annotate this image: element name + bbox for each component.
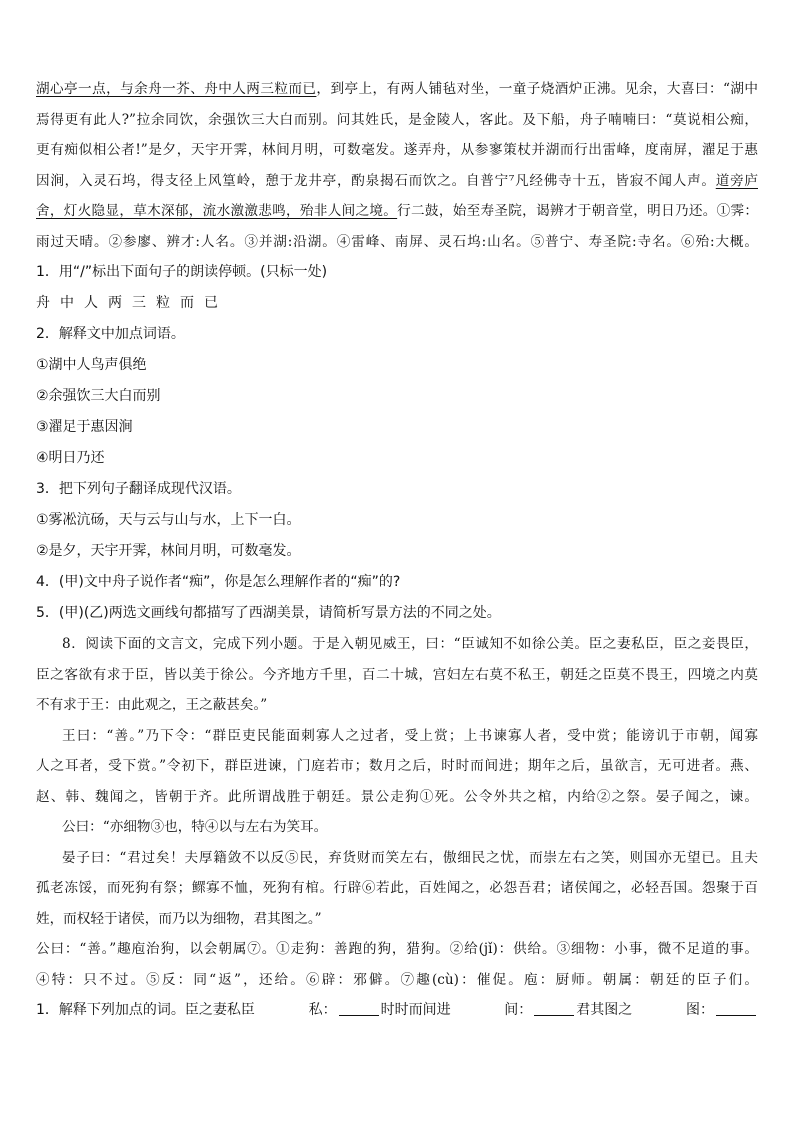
answer-blank[interactable] [339,1001,379,1016]
passage-line: 公曰：“亦细物③也，特④以与左右为笑耳。 [62,819,328,835]
passage-jia-continuation [36,74,758,257]
passage-text: 雨过天晴。②参廖、辨才:人名。③并湖:沿湖。④雷峰、南屏、灵石坞:山名。⑤普宁、寿圣院:寺名。⑥殆:大概。 [36,233,758,250]
question-2-item: ④明日乃还 [36,450,105,466]
passage-line: 于是入朝见威王，曰：“臣诚知不如徐公美。臣之妻私臣，臣之妾畏臣， [312,636,758,652]
passage-line [36,74,758,105]
passage-line [36,105,758,136]
question-3-item: ①雾凇沆砀，天与云与山与水，上下一白。 [36,512,301,528]
question-2: 2．解释文中加点词语。 [36,326,185,342]
final-question-item: 私： 时时而间进 [308,1002,451,1018]
question-2-item: ②余强饮三大白而别 [36,388,161,404]
final-question-label: 1．解释下列加点的词。臣之妻私臣 [36,1002,255,1018]
question-3: 3．把下列句子翻译成现代汉语。 [36,481,241,497]
passage-text: ，到亭上，有两人铺毡对坐，一童子烧酒炉正沸。见余，大喜曰：“湖中 [316,81,758,97]
passage-line: 姓，而权轻于诸侯，而乃以为细物，君其图之。” [36,910,322,927]
passage-line: 孤老冻馁，而死狗有祭；鳏寡不恤，死狗有棺。行辟⑥若此，百姓闻之，必怨吾君；诸侯闻之，必轻吾国。怨聚于百 [36,880,758,896]
question-2-item: ①湖中人鸟声俱绝 [36,357,147,373]
passage-line [36,227,758,258]
passage-line [36,135,758,166]
passage-text: 焉得更有此人?”拉余同饮，余强饮三大白而别。问其姓氏，是金陵人，客此。及下船，舟子喃喃曰：“莫说相公痴， [36,111,758,128]
question-4: 4．(甲)文中舟子说作者“痴”，你是怎么理解作者的“痴”的? [36,574,401,590]
question-3-item: ②是夕，天宇开霁，林间月明，可数毫发。 [36,543,301,559]
section-8 [36,629,758,995]
section-8-intro: 8．阅读下面的文言文，完成下列小题。 [62,636,312,652]
question-1: 1．用“/”标出下面句子的朗读停顿。(只标一处) [36,264,328,280]
passage-line: 不有求于王：由此观之，王之蔽甚矣。” [36,697,268,713]
answer-blank[interactable] [716,1001,756,1016]
document-page [36,74,758,1026]
passage-line: 晏子曰：“君过矣！夫厚籍敛不以反⑤民，弃货财而笑左右，傲细民之忧，而崇左右之笑，则国亦无望已。且夫 [62,849,758,866]
underlined-sentence: 湖心亭一点，与余舟一芥、舟中人两三粒而已 [36,81,317,97]
section-8-first-line [36,629,758,660]
underlined-sentence: 道旁庐 [715,172,758,189]
final-question-item: 图： [686,995,758,1026]
question-2-item: ③濯足于惠因涧 [36,419,133,435]
passage-line: 王曰：“善。”乃下令：“群臣吏民能面刺寡人之过者，受上赏；上书谏寡人者，受中赏；能谤讥于市朝，闻寡 [62,727,758,744]
passage-line: 赵、韩、魏闻之，皆朝于齐。此所谓战胜于朝廷。景公走狗①死。公令外共之棺，内给②之祭。晏子闻之，谏。 [36,788,758,805]
passage-line: ④特：只不过。⑤反：同“返”，还给。⑥辟：邪僻。⑦趣(cù)：催促。庖：厨师。朝属：朝廷的臣子们。 [36,971,758,988]
questions-section-1 [36,257,758,629]
final-question [36,995,758,1026]
passage-text: 因涧，入灵石坞，得支径上风篁岭，憩于龙井亭，酌泉揭石而饮之。自普宁⁷凡经佛寺十五，皆寂不闻人声。 [36,172,716,189]
question-1-sentence: 舟中人两三粒而已 [36,295,228,311]
passage-text: 行二鼓，始至寿圣院，谒辨才于朝音堂，明日乃还。①霁： [397,203,758,219]
passage-line [36,196,758,227]
final-question-item: 间： 君其图之 [504,1002,633,1018]
passage-line: 臣之客欲有求于臣，皆以美于徐公。今齐地方千里，百二十城，宫妇左右莫不私王，朝廷之臣莫不畏王，四境之内莫 [36,666,758,683]
question-5: 5．(甲)(乙)两选文画线句都描写了西湖美景，请简析写景方法的不同之处。 [36,605,501,621]
passage-line: 人之耳者，受下赏。”令初下，群臣进谏，门庭若市；数月之后，时时而间进；期年之后，虽欲言，无可进者。燕、 [36,758,758,774]
answer-blank[interactable] [534,1001,574,1016]
passage-line: 公曰：“善。”趣庖治狗，以会朝属⑦。①走狗：善跑的狗，猎狗。②给(jǐ)：供给。③细物：小事，微不足道的事。 [36,941,758,957]
underlined-sentence: 舍，灯火隐显，草木深郁，流水激激悲鸣，殆非人间之境。 [36,203,398,219]
passage-line [36,166,758,197]
passage-text: 更有痴似相公者!”是夕，天宇开霁，林间月明，可数毫发。遂弄舟，从参寥策杖并湖而行出雷峰，度南屏，濯足于惠 [36,142,758,158]
